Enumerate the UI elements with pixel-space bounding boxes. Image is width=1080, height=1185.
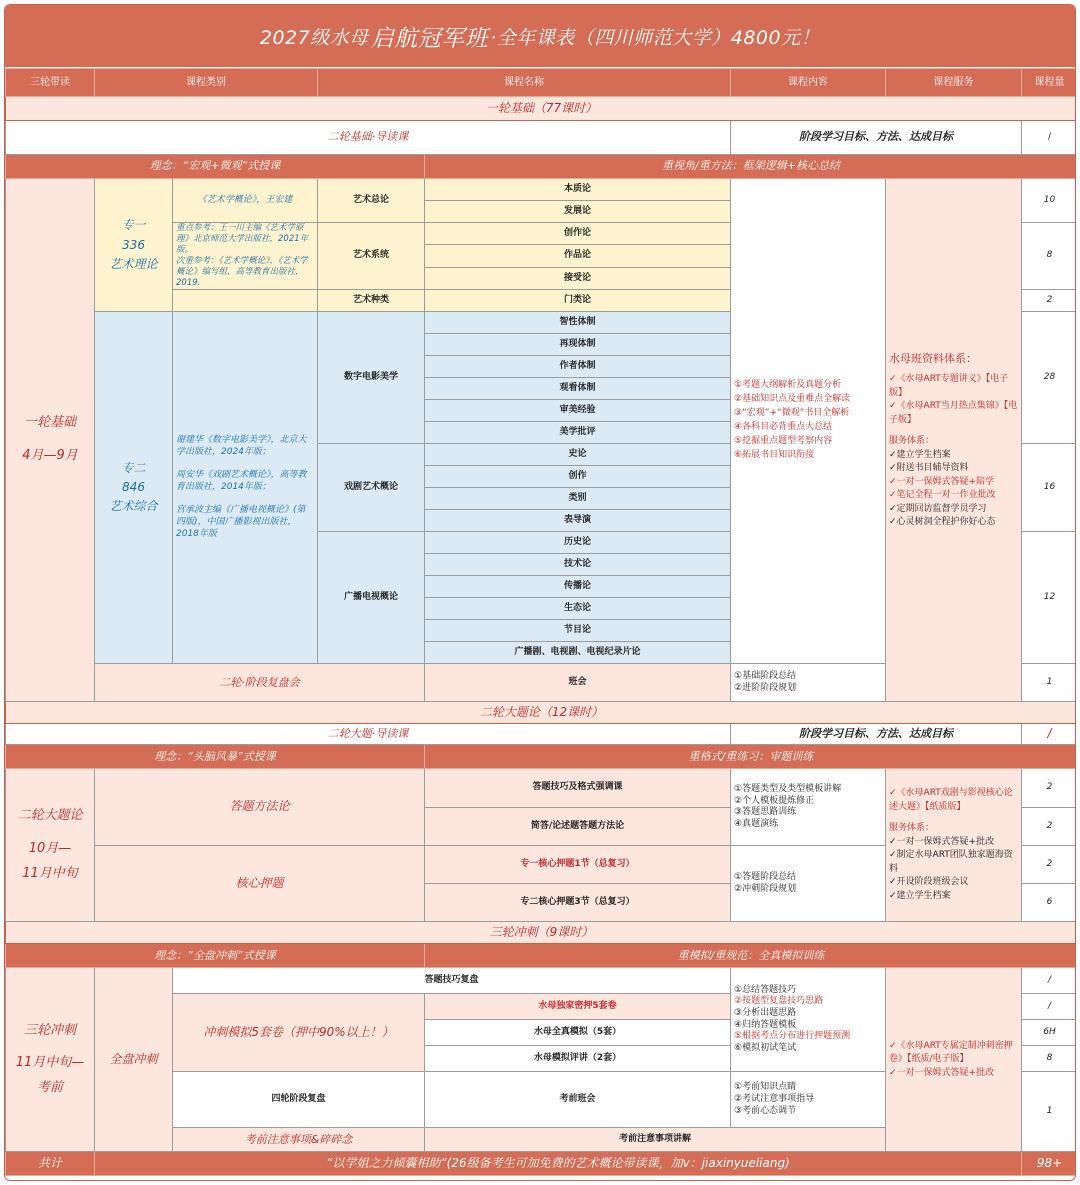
round1-count-5: 16 xyxy=(1022,444,1077,532)
round2-content-1-1: ①答题类型及类型模板讲解 xyxy=(734,783,842,794)
col-header-stage: 三轮带读 xyxy=(6,69,95,97)
round3-count-1: / xyxy=(1022,968,1077,994)
round1-intro-count: / xyxy=(1022,121,1077,155)
round2-content-2-1: ①答题阶段总结 xyxy=(734,872,797,883)
round1-intro: 二轮基础·导读课 xyxy=(6,121,731,155)
round3-content-1-3: ③分析出题思路 xyxy=(734,1008,797,1019)
round2-service-item-1: ✓《水母ART戏剧与影视核心论述大题》【纸质版】 xyxy=(889,788,1013,812)
topic-jieshou: 接受论 xyxy=(425,267,731,289)
total-label: 共计 xyxy=(6,1152,95,1176)
round2-service-list-2: ✓制定水母ART团队独家题海资料 xyxy=(889,850,1013,874)
topic-guangboju: 广播剧、电视剧、电视纪录片论 xyxy=(425,642,731,664)
round2-service-list-1: ✓一对一保姆式答疑+批改 xyxy=(889,836,995,847)
round1-review-name: 班会 xyxy=(425,664,731,702)
topic-benzhi: 本质论 xyxy=(425,179,731,201)
round2-name-2: 简答/论述题答题方法论 xyxy=(425,808,731,846)
round1-service-item-1: ✓《水母ART专题讲义》【电子版】 xyxy=(889,374,1009,398)
round1-service-list-4: ✓笔记全程一对一作业批改 xyxy=(889,490,996,501)
round1-service-sub: 服务体系： xyxy=(889,436,935,447)
round3-content-1 xyxy=(731,968,886,1072)
topic-zaixian: 再现体制 xyxy=(425,334,731,356)
topic-chuanbo: 传播论 xyxy=(425,576,731,598)
round1-service-list-1: ✓建立学生档案 xyxy=(889,449,951,460)
round1-service-list-2: ✓附送书目辅导资料 xyxy=(889,463,969,474)
round1-review-content xyxy=(731,664,886,702)
round3-name-3: 水母模拟评讲（2套） xyxy=(425,1046,731,1072)
subject2-ref: 谢建华《数字电影美学》，北京大学出版社，2024年版； 周安华《戏剧艺术概论》，高等教育出版社，2014年版； 宫承波主编《广播电视概论》(第四版)，中国广播影视出版社，2018年版 xyxy=(173,312,318,664)
round3-notes: 考前注意事项&碎碎念 xyxy=(173,1128,425,1152)
round3-content-2-2: ②考试注意事项指导 xyxy=(734,1093,815,1104)
round2-stage-cell xyxy=(6,769,95,922)
round3-count-3: 6H xyxy=(1022,1020,1077,1046)
total-text: “以学姐之力倾囊相助”(26级备考生可加免费的艺术概论带读课，加v：jiaxinyueliang) xyxy=(95,1152,1022,1176)
round3-concept-right: 重模拟/重规范：全真模拟训练 xyxy=(425,944,1077,968)
round3-content-1-6: ⑥模拟初试笔试 xyxy=(734,1043,797,1054)
round2-service-list-3: ✓开设阶段班级会议 xyxy=(889,877,969,888)
round3-count-2: / xyxy=(1022,994,1077,1020)
round2-name-1: 答题技巧及格式强调课 xyxy=(425,769,731,808)
round3-content-1-5: ⑤根据考点分布进行押题预测 xyxy=(734,1031,851,1042)
round2-name-3: 专一核心押题1节（总复习） xyxy=(425,846,731,884)
round1-content-4: ④各科目必背重点大总结 xyxy=(734,422,833,433)
round1-concept-left: 理念：“宏观+微观”式授课 xyxy=(6,155,425,179)
round3-concept-left: 理念：“全盘冲刺”式授课 xyxy=(6,944,425,968)
round3-cat: 全盘冲刺 xyxy=(95,968,173,1152)
round1-content-3: ③“宏观”+“微观”书目全解析 xyxy=(734,408,850,419)
topic-shengtai: 生态论 xyxy=(425,598,731,620)
round1-service-list-3: ✓一对一保姆式答疑+陪学 xyxy=(889,476,995,487)
round3-service-item-2: ✓一对一保姆式答疑+批改 xyxy=(889,1067,995,1078)
topic-leibie: 类别 xyxy=(425,488,731,510)
round2-content-2 xyxy=(731,846,886,922)
topic-zuozhe: 作者体制 xyxy=(425,356,731,378)
round1-service xyxy=(886,179,1022,702)
round3-content-2 xyxy=(731,1072,886,1128)
round2-title-row xyxy=(6,702,1077,724)
round1-stage-cell xyxy=(6,179,95,702)
round3-stage-time: 11月中旬— 考前 xyxy=(15,1055,85,1096)
round1-content-2: ②基础知识点及重难点全解读 xyxy=(734,394,851,405)
round1-content-5: ⑤挖掘重点题型考察内容 xyxy=(734,436,833,447)
topic-meixue: 美学批评 xyxy=(425,422,731,444)
round3-name-2: 水母全真模拟（5套） xyxy=(425,1020,731,1046)
topic-shenmei: 审美经验 xyxy=(425,400,731,422)
topic-zuopin: 作品论 xyxy=(425,245,731,267)
topic-chuangzuo: 创作论 xyxy=(425,223,731,245)
round3-count-4: 8 xyxy=(1022,1046,1077,1072)
round1-content-6: ⑥拓展书目知识衔接 xyxy=(734,450,815,461)
round2-service-list-4: ✓建立学生档案 xyxy=(889,890,951,901)
round1-service-head: 水母班资料体系： xyxy=(889,351,977,365)
round2-title: 二轮大题论（12课时） xyxy=(6,702,1077,724)
module-guangbo: 广播电视概论 xyxy=(318,532,425,664)
course-table xyxy=(5,68,1076,1176)
round1-concept-right: 重视角/重方法：框架逻辑+核心总结 xyxy=(425,155,1077,179)
subject1-ref-extra: 重点参考：王一川主编《艺术学原理》北京师范大学出版社，2021年版。 次重参考：《艺术学概论》，《艺术学概论》编写组，高等教育出版社，2019. xyxy=(173,223,318,290)
round2-intro-count: / xyxy=(1022,724,1077,745)
round2-content-1-4: ④真题演练 xyxy=(734,818,779,829)
topic-jishu: 技术论 xyxy=(425,554,731,576)
round2-cat-predict: 核心押题 xyxy=(95,846,425,922)
col-header-category: 课程类别 xyxy=(95,69,318,97)
topic-chuangzuo2: 创作 xyxy=(425,466,731,488)
title-highlight: 启航冠军班 xyxy=(370,25,489,52)
round3-service xyxy=(886,968,1022,1152)
subject1: 专一 336 艺术理论 xyxy=(95,179,173,312)
round3-content-2-1: ①考前知识点睛 xyxy=(734,1082,797,1093)
round1-intro-row xyxy=(6,121,1077,155)
round1-review-content-2: ②进阶阶段规划 xyxy=(734,682,797,693)
module-dianying: 数字电影美学 xyxy=(318,312,425,444)
subject1-ref-main: 《艺术学概论》，王宏建 xyxy=(173,179,318,223)
topic-zhihui: 智性体制 xyxy=(425,312,731,334)
round2-concept-right: 重格式/重练习：审题训练 xyxy=(425,745,1077,769)
round3-name-1: 水母独家密押5套卷 xyxy=(425,994,731,1020)
topic-guankan: 观看体制 xyxy=(425,378,731,400)
round3-name-0: 答题技巧复盘 xyxy=(173,968,731,994)
col-header-name: 课程名称 xyxy=(318,69,731,97)
title-prefix: 2027级水母 xyxy=(259,26,369,49)
round2-intro: 二轮大题·导读课 xyxy=(6,724,731,745)
round1-intro-goal: 阶段学习目标、方法、达成目标 xyxy=(731,121,1022,155)
round1-count-6: 12 xyxy=(1022,532,1077,664)
topic-shi: 史论 xyxy=(425,444,731,466)
round1-title-row xyxy=(6,97,1077,121)
round2-name-4: 专二核心押题3节（总复习） xyxy=(425,884,731,922)
round2-concept-row xyxy=(6,745,1077,769)
module-zhonglei: 艺术种类 xyxy=(318,290,425,312)
topic-jiemu: 节目论 xyxy=(425,620,731,642)
col-header-count: 课程量 xyxy=(1022,69,1077,97)
col-header-service: 课程服务 xyxy=(886,69,1022,97)
round3-stage: 三轮冲刺 xyxy=(23,1022,76,1038)
round1-service-item-2: ✓《水母ART当月热点集锦》【电子版】 xyxy=(889,401,1018,425)
round2-service-sub: 服务体系： xyxy=(889,823,935,834)
round1-content xyxy=(731,179,886,664)
module-xiju: 戏剧艺术概论 xyxy=(318,444,425,532)
round3-content-1-4: ④归纳答题模板 xyxy=(734,1019,797,1030)
round3-title: 三轮冲刺（9课时） xyxy=(6,922,1077,944)
round1-concept-row xyxy=(6,155,1077,179)
round2-count-4: 6 xyxy=(1022,884,1077,922)
round2-service xyxy=(886,769,1022,922)
round3-content-2-3: ③考前心态调节 xyxy=(734,1105,797,1116)
title-suffix: ·全年课表（四川师范大学）4800元！ xyxy=(490,26,821,49)
round1-count-3: 2 xyxy=(1022,290,1077,312)
module-zonglun: 艺术总论 xyxy=(318,179,425,223)
round3-service-item-1: ✓《水母ART专属定制冲刺密押卷》【纸质/电子版】 xyxy=(889,1040,1013,1065)
col-header-content: 课程内容 xyxy=(731,69,886,97)
round2-count-1: 2 xyxy=(1022,769,1077,808)
round3-content-1-2: ②按题型复盘技巧思路 xyxy=(734,996,824,1007)
round3-stage-cell xyxy=(6,968,95,1152)
topic-menlei: 门类论 xyxy=(425,290,731,312)
round2-count-3: 2 xyxy=(1022,846,1077,884)
round2-content-1-3: ③答题思路训练 xyxy=(734,807,797,818)
round2-count-2: 2 xyxy=(1022,808,1077,846)
topic-lishi: 历史论 xyxy=(425,532,731,554)
round2-intro-row xyxy=(6,724,1077,745)
round3-title-row xyxy=(6,922,1077,944)
subject2: 专二 846 艺术综合 xyxy=(95,312,173,664)
round1-title: 一轮基础（77课时） xyxy=(6,97,1077,121)
round2-intro-goal: 阶段学习目标、方法、达成目标 xyxy=(731,724,1022,745)
round1-count-4: 28 xyxy=(1022,312,1077,444)
round2-content-2-2: ②冲刺阶段规划 xyxy=(734,883,797,894)
round3-review: 四轮阶段复盘 xyxy=(173,1072,425,1128)
round2-cat-method: 答题方法论 xyxy=(95,769,425,846)
round1-review: 二轮·阶段复盘会 xyxy=(95,664,425,702)
round2-content-1 xyxy=(731,769,886,846)
round1-count-7: 1 xyxy=(1022,664,1077,702)
header-row xyxy=(6,69,1077,97)
round2-content-1-2: ②个人模板提炼修正 xyxy=(734,795,815,806)
topic-biaodao: 表导演 xyxy=(425,510,731,532)
round1-count-1: 10 xyxy=(1022,179,1077,223)
round3-review-name: 考前班会 xyxy=(425,1072,731,1128)
round2-concept-left: 理念：“头脑风暴”式授课 xyxy=(6,745,425,769)
round3-count-5: 1 xyxy=(1022,1072,1077,1152)
round1-content-1: ①考题大纲解析及真题分析 xyxy=(734,380,842,391)
round1-stage-time: 4月—9月 xyxy=(22,448,78,464)
round1-service-list-5: ✓定期回访监督学员学习 xyxy=(889,503,987,514)
round1-service-list-6: ✓心灵树洞全程护你好心态 xyxy=(889,517,996,528)
module-xitong: 艺术系统 xyxy=(318,223,425,290)
total-count: 98+ xyxy=(1022,1152,1077,1176)
subject1-ref-blank xyxy=(173,290,318,312)
round3-mock: 冲刺模拟5套卷（押中90%以上！） xyxy=(173,994,425,1072)
round3-content-1-1: ①总结答题技巧 xyxy=(734,984,797,995)
round2-stage-time: 10月— 11月中旬 xyxy=(22,840,78,881)
round3-concept-row xyxy=(6,944,1077,968)
topic-fazhan: 发展论 xyxy=(425,201,731,223)
schedule-sheet xyxy=(4,4,1076,1181)
total-row xyxy=(6,1152,1077,1176)
page-title xyxy=(5,5,1075,67)
round1-count-2: 8 xyxy=(1022,223,1077,290)
round1-review-content-1: ①基础阶段总结 xyxy=(734,671,797,682)
round3-notes-name: 考前注意事项讲解 xyxy=(425,1128,886,1152)
round1-stage: 一轮基础 xyxy=(23,415,76,431)
round2-stage: 二轮大题论 xyxy=(17,808,83,824)
